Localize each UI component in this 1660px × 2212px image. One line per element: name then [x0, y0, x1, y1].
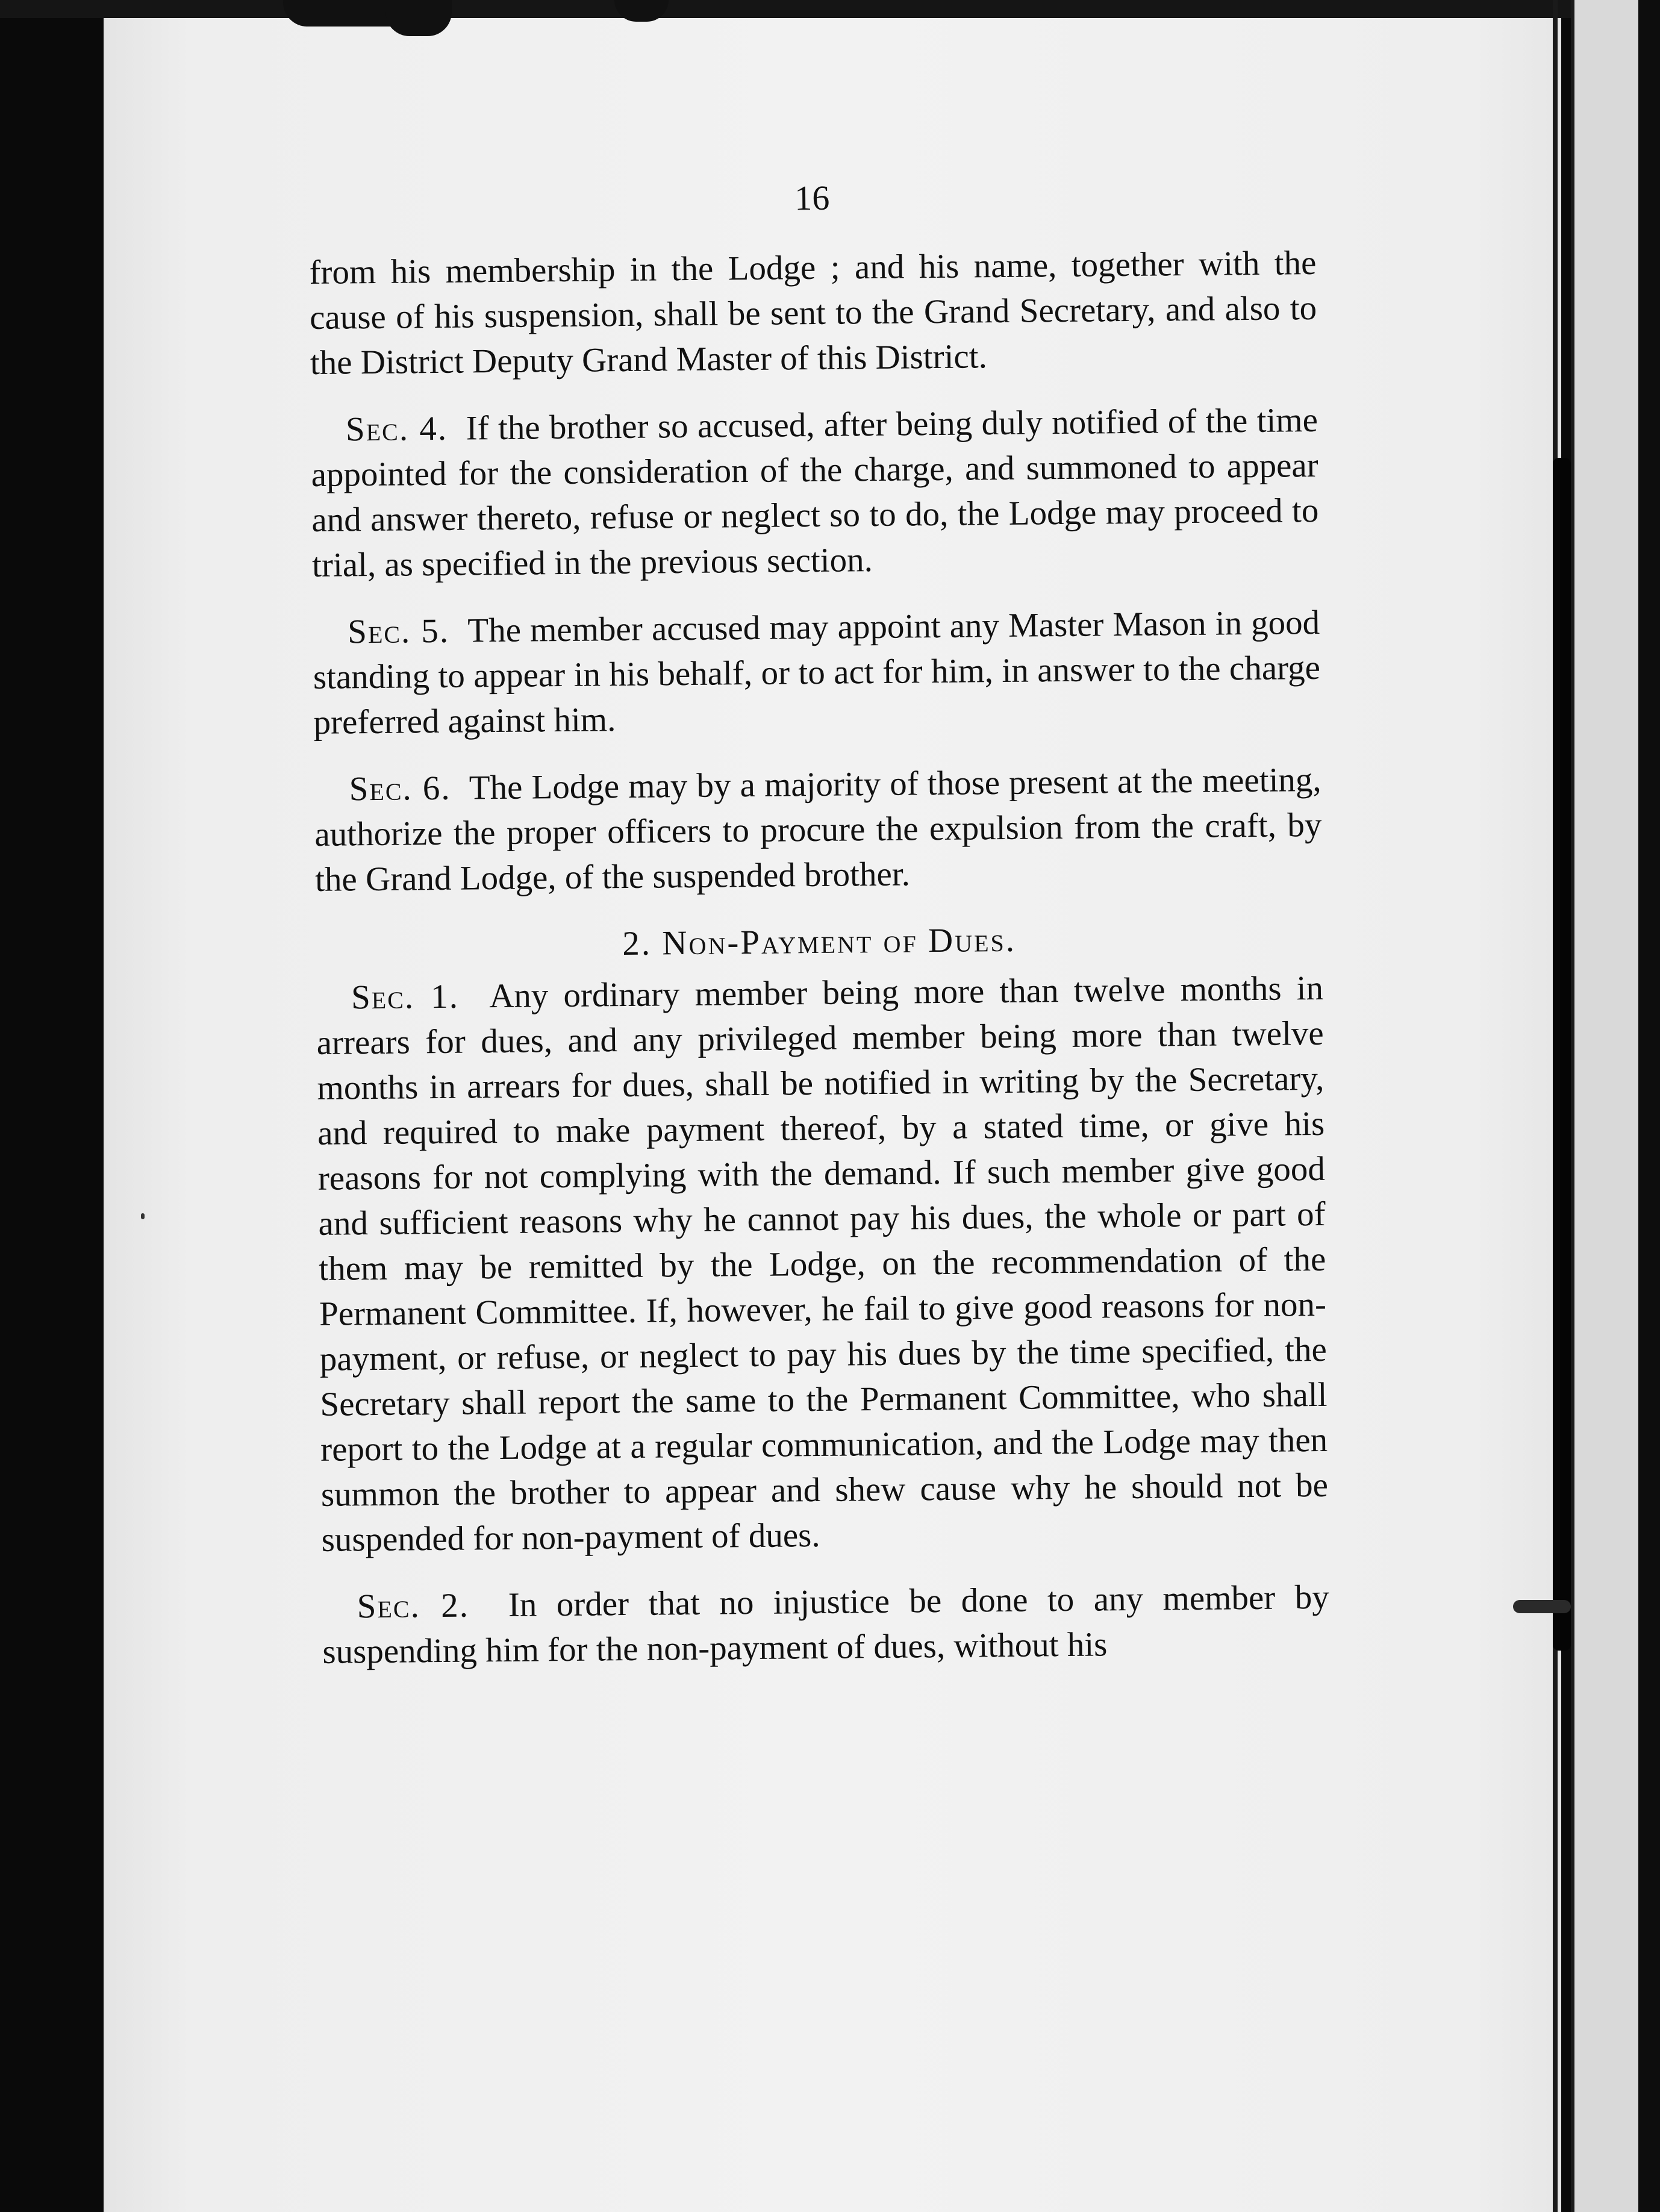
page-number: 16 — [794, 178, 830, 218]
paragraph-text: The member accused may appoint any Master Mason in good standing to appear in his behalf, or to act for him, in answer to the charge preferred against him. — [313, 603, 1321, 742]
section-label: Sec. 5. — [347, 611, 450, 651]
section-4-paragraph — [311, 398, 1320, 588]
top-torn-edge — [0, 0, 1660, 18]
section-label: Sec. 1. — [351, 977, 460, 1017]
paragraph-text: The Lodge may by a majority of those present at the meeting, authorize the proper officers to procure the expulsion from the craft, by the Grand Lodge, of the suspended brother. — [314, 760, 1322, 899]
paper-speck — [141, 1213, 145, 1219]
paragraph-text: Any ordinary member being more than twelve months in arrears for dues, and any privileged member being more than twelve months in arrears for dues, shall be notified in writing by the Secretary, and required to make payment thereof, by a stated time, or give his reasons for not complying with the demand. If such member give good and sufficient reasons why he cannot pay his dues, the whole or part of them may be remitted by the Lodge, on the recommendation of the Permanent Committee. If, however, he fail to give good reasons for non-payment, or refuse, or neglect to pay his dues by the time specified, the Secretary shall report the same to the Permanent Committee, who shall report to the Lodge at a regular communication, and the Lodge may then summon the brother to appear and shew cause why he should not be suspended for non-payment of dues. — [316, 969, 1329, 1559]
body-text — [309, 240, 1330, 1696]
top-edge-blot — [385, 0, 452, 36]
section-label: Sec. 2. — [357, 1586, 470, 1626]
paragraph-continuation — [309, 240, 1317, 386]
binding-spine — [1553, 458, 1571, 1651]
paragraph-text: from his membership in the Lodge ; and his name, together with the cause of his suspension, shall be sent to the Grand Secretary, and also to the District Deputy Grand Master of this District. — [309, 243, 1317, 382]
section-label: Sec. 4. — [345, 409, 448, 449]
dues-section-2-paragraph — [322, 1575, 1329, 1675]
facing-page-sliver — [1571, 0, 1647, 2212]
dues-section-1-paragraph — [316, 966, 1329, 1563]
paragraph-text: In order that no injustice be done to any member by suspending him for the non-payment of dues, without his — [322, 1578, 1329, 1671]
section-5-paragraph — [313, 600, 1321, 745]
section-6-paragraph — [314, 757, 1322, 902]
paragraph-text: If the brother so accused, after being duly notified of the time appointed for the consideration of the charge, and summoned to appear and answer thereto, refuse or neglect so to do, the Lodge may proceed to trial, as specified in the previous section. — [311, 401, 1319, 584]
section-heading: 2. Non-Payment of Dues. — [622, 920, 1017, 963]
section-label: Sec. 6. — [349, 769, 451, 808]
binding-pin — [1513, 1600, 1571, 1613]
facing-page-edge — [1638, 0, 1660, 2212]
